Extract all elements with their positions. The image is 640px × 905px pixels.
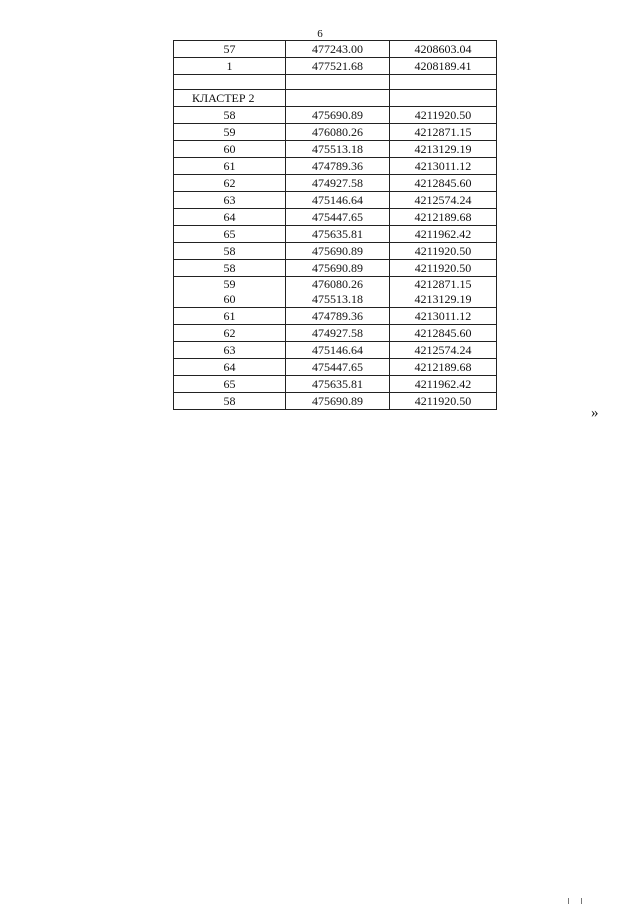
point-number-cell: 60 [174, 141, 286, 158]
table-row [174, 158, 497, 175]
table-row [174, 107, 497, 124]
x-coordinate-cell: 475513.18 [286, 141, 390, 158]
cell-line: 59 [223, 277, 236, 291]
cluster-label: КЛАСТЕР 2 [174, 90, 286, 107]
table-row [174, 376, 497, 393]
point-number-cell: 64 [174, 209, 286, 226]
scan-mark-left [568, 898, 569, 904]
x-coordinate-cell: 475690.89 [286, 107, 390, 124]
point-number-cell: 62 [174, 175, 286, 192]
point-number-cell: 65 [174, 226, 286, 243]
point-number-cell: 62 [174, 325, 286, 342]
cell-line: 4213129.19 [414, 292, 472, 306]
y-coordinate-cell: 4208603.04 [390, 41, 497, 58]
cell-line: 475513.18 [312, 292, 363, 306]
x-coordinate-cell: 475635.81 [286, 376, 390, 393]
x-coordinate-cell: 475690.89 [286, 393, 390, 410]
y-coordinate-cell: 4212845.60 [390, 325, 497, 342]
table-row [174, 260, 497, 277]
x-coordinate-cell: 477521.68 [286, 58, 390, 75]
x-coordinate-cell: 475635.81 [286, 226, 390, 243]
y-coordinate-cell: 4212845.60 [390, 175, 497, 192]
x-coordinate-cell: 475690.89 [286, 243, 390, 260]
y-coordinate-cell: 4213011.12 [390, 158, 497, 175]
empty-cell [390, 90, 497, 107]
x-coordinate-cell: 475690.89 [286, 260, 390, 277]
table-row [174, 243, 497, 260]
point-number-cell: 59 [174, 124, 286, 141]
y-coordinate-cell: 4211920.50 [390, 107, 497, 124]
y-coordinate-cell [390, 277, 497, 308]
table-row [174, 124, 497, 141]
table-row [174, 325, 497, 342]
point-number-cell: 63 [174, 192, 286, 209]
empty-cell [390, 75, 497, 90]
point-number-cell: 58 [174, 393, 286, 410]
y-coordinate-cell: 4208189.41 [390, 58, 497, 75]
closing-quote: » [591, 405, 599, 421]
x-coordinate-cell: 475447.65 [286, 209, 390, 226]
scan-mark-right [581, 898, 582, 904]
point-number-cell: 63 [174, 342, 286, 359]
y-coordinate-cell: 4211920.50 [390, 243, 497, 260]
cluster-header-row [174, 90, 497, 107]
y-coordinate-cell: 4212574.24 [390, 192, 497, 209]
table-row [174, 226, 497, 243]
blank-row [174, 75, 497, 90]
table-row [174, 209, 497, 226]
point-number-cell: 58 [174, 107, 286, 124]
table-row [174, 393, 497, 410]
y-coordinate-cell: 4211920.50 [390, 393, 497, 410]
y-coordinate-cell: 4211962.42 [390, 226, 497, 243]
y-coordinate-cell: 4212189.68 [390, 359, 497, 376]
y-coordinate-cell: 4211920.50 [390, 260, 497, 277]
point-number-cell: 61 [174, 308, 286, 325]
table-row [174, 58, 497, 75]
empty-cell [286, 90, 390, 107]
cell-line: 4212871.15 [414, 277, 472, 291]
table-row [174, 277, 497, 308]
page-number: 6 [317, 28, 323, 40]
point-number-cell: 57 [174, 41, 286, 58]
x-coordinate-cell: 474789.36 [286, 308, 390, 325]
point-number-cell: 64 [174, 359, 286, 376]
table-row [174, 359, 497, 376]
y-coordinate-cell: 4212574.24 [390, 342, 497, 359]
point-number-cell [174, 277, 286, 308]
coordinates-table-body [174, 41, 497, 410]
cell-line: 60 [223, 292, 236, 306]
table-row [174, 141, 497, 158]
table-row [174, 175, 497, 192]
point-number-cell: 1 [174, 58, 286, 75]
point-number-cell: 58 [174, 260, 286, 277]
y-coordinate-cell: 4211962.42 [390, 376, 497, 393]
coordinates-table [173, 40, 497, 410]
table-row [174, 308, 497, 325]
empty-cell [174, 75, 286, 90]
x-coordinate-cell: 474927.58 [286, 175, 390, 192]
y-coordinate-cell: 4213129.19 [390, 141, 497, 158]
point-number-cell: 58 [174, 243, 286, 260]
x-coordinate-cell: 476080.26 [286, 124, 390, 141]
table-row [174, 342, 497, 359]
y-coordinate-cell: 4212189.68 [390, 209, 497, 226]
x-coordinate-cell: 475146.64 [286, 192, 390, 209]
table-row [174, 41, 497, 58]
empty-cell [286, 75, 390, 90]
table-row [174, 192, 497, 209]
x-coordinate-cell [286, 277, 390, 308]
x-coordinate-cell: 477243.00 [286, 41, 390, 58]
cell-line: 476080.26 [312, 277, 363, 291]
y-coordinate-cell: 4213011.12 [390, 308, 497, 325]
x-coordinate-cell: 475146.64 [286, 342, 390, 359]
x-coordinate-cell: 474789.36 [286, 158, 390, 175]
x-coordinate-cell: 474927.58 [286, 325, 390, 342]
point-number-cell: 61 [174, 158, 286, 175]
y-coordinate-cell: 4212871.15 [390, 124, 497, 141]
point-number-cell: 65 [174, 376, 286, 393]
x-coordinate-cell: 475447.65 [286, 359, 390, 376]
